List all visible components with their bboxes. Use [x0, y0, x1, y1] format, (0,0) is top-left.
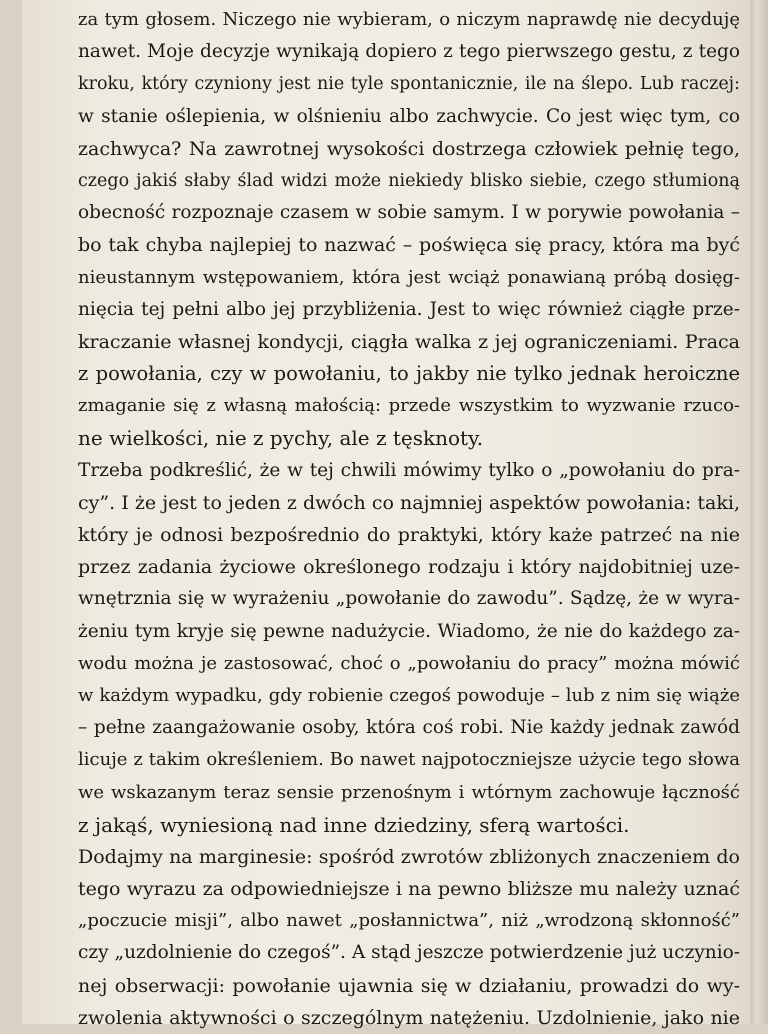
- text-line: przez zadania życiowe określonego rodzaju i który najdobitniej uze-: [78, 556, 740, 579]
- body-text: [78, 4, 740, 1034]
- text-line: Trzeba podkreślić, że w tej chwili mówimy tylko o „powołaniu do pra-: [78, 459, 740, 481]
- text-line: kroku, który czyniony jest nie tyle spontanicznie, ile na ślepo. Lub raczej:: [78, 74, 740, 95]
- text-line: zwolenia aktywności o szczególnym natężeniu. Uzdolnienie, jako nie: [78, 1006, 740, 1029]
- text-line: czy „uzdolnienie do czegoś”. A stąd jeszcze potwierdzenie już uczynio-: [78, 942, 740, 964]
- text-line: nej obserwacji: powołanie ujawnia się w działaniu, prowadzi do wy-: [78, 974, 740, 997]
- text-line: wnętrznia się w wyrażeniu „powołanie do zawodu”. Sądzę, że w wyra-: [78, 588, 740, 610]
- text-line: zmaganie się z własną małością: przede wszystkim to wyzwanie rzuco-: [78, 395, 740, 417]
- text-line: w stanie oślepienia, w olśnieniu albo zachwycie. Co jest więc tym, co: [78, 105, 740, 127]
- text-line: wodu można je zastosować, choć o „powołaniu do pracy” można mówić: [78, 652, 740, 674]
- text-line: we wskazanym teraz sensie przenośnym i wtórnym zachowuje łączność: [78, 781, 740, 803]
- text-line: nięcia tej pełni albo jej przybliżenia. Jest to więc również ciągłe prze-: [78, 298, 740, 320]
- text-line: licuje z takim określeniem. Bo nawet najpotoczniejsze użycie tego słowa: [78, 749, 740, 771]
- paragraph-end-line: ne wielkości, nie z pychy, ale z tęsknoty.: [78, 426, 484, 451]
- book-page: [22, 0, 750, 1029]
- text-line: obecność rozpoznaje czasem w sobie samym. I w porywie powołania –: [78, 202, 740, 224]
- text-line: nawet. Moje decyzje wynikają dopiero z tego pierwszego gestu, z tego: [78, 41, 740, 63]
- text-line: w każdym wypadku, gdy robienie czegoś powoduje – lub z nim się wiąże: [78, 684, 740, 706]
- text-line: z powołania, czy w powołaniu, to jakby nie tylko jednak heroiczne: [78, 362, 740, 386]
- text-line: cy”. I że jest to jeden z dwóch co najmniej aspektów powołania: taki,: [78, 491, 740, 514]
- paragraph-end-line: z jakąś, wyniesioną nad inne dziedziny, sferą wartości.: [78, 812, 630, 837]
- text-line: zachwyca? Na zawrotnej wysokości dostrzega człowiek pełnię tego,: [78, 137, 740, 160]
- text-line: żeniu tym kryje się pewne nadużycie. Wiadomo, że nie do każdego za-: [78, 620, 740, 642]
- text-line: kraczanie własnej kondycji, ciągła walka z jej ograniczeniami. Praca: [78, 330, 740, 353]
- text-line: nieustannym wstępowaniem, która jest wciąż ponawianą próbą dosięg-: [78, 266, 740, 288]
- text-line: czego jakiś słaby ślad widzi może niekiedy blisko siebie, czego stłumioną: [78, 170, 740, 191]
- text-line: – pełne zaangażowanie osoby, która coś robi. Nie każdy jednak zawód: [78, 717, 740, 739]
- adjacent-page-edge: [750, 0, 768, 1024]
- text-line: bo tak chyba najlepiej to nazwać – poświęca się pracy, która ma być: [78, 234, 740, 257]
- text-line: za tym głosem. Niczego nie wybieram, o niczym naprawdę nie decyduję: [78, 9, 740, 30]
- text-line: „poczucie misji”, albo nawet „posłannictwa”, niż „wrodzoną skłonność”: [78, 910, 740, 932]
- text-line: który je odnosi bezpośrednio do praktyki, który każe patrzeć na nie: [78, 524, 740, 546]
- text-line: Dodajmy na marginesie: spośród zwrotów zbliżonych znaczeniem do: [78, 845, 740, 868]
- text-line: tego wyrazu za odpowiedniejsze i na pewno bliższe mu należy uznać: [78, 878, 740, 901]
